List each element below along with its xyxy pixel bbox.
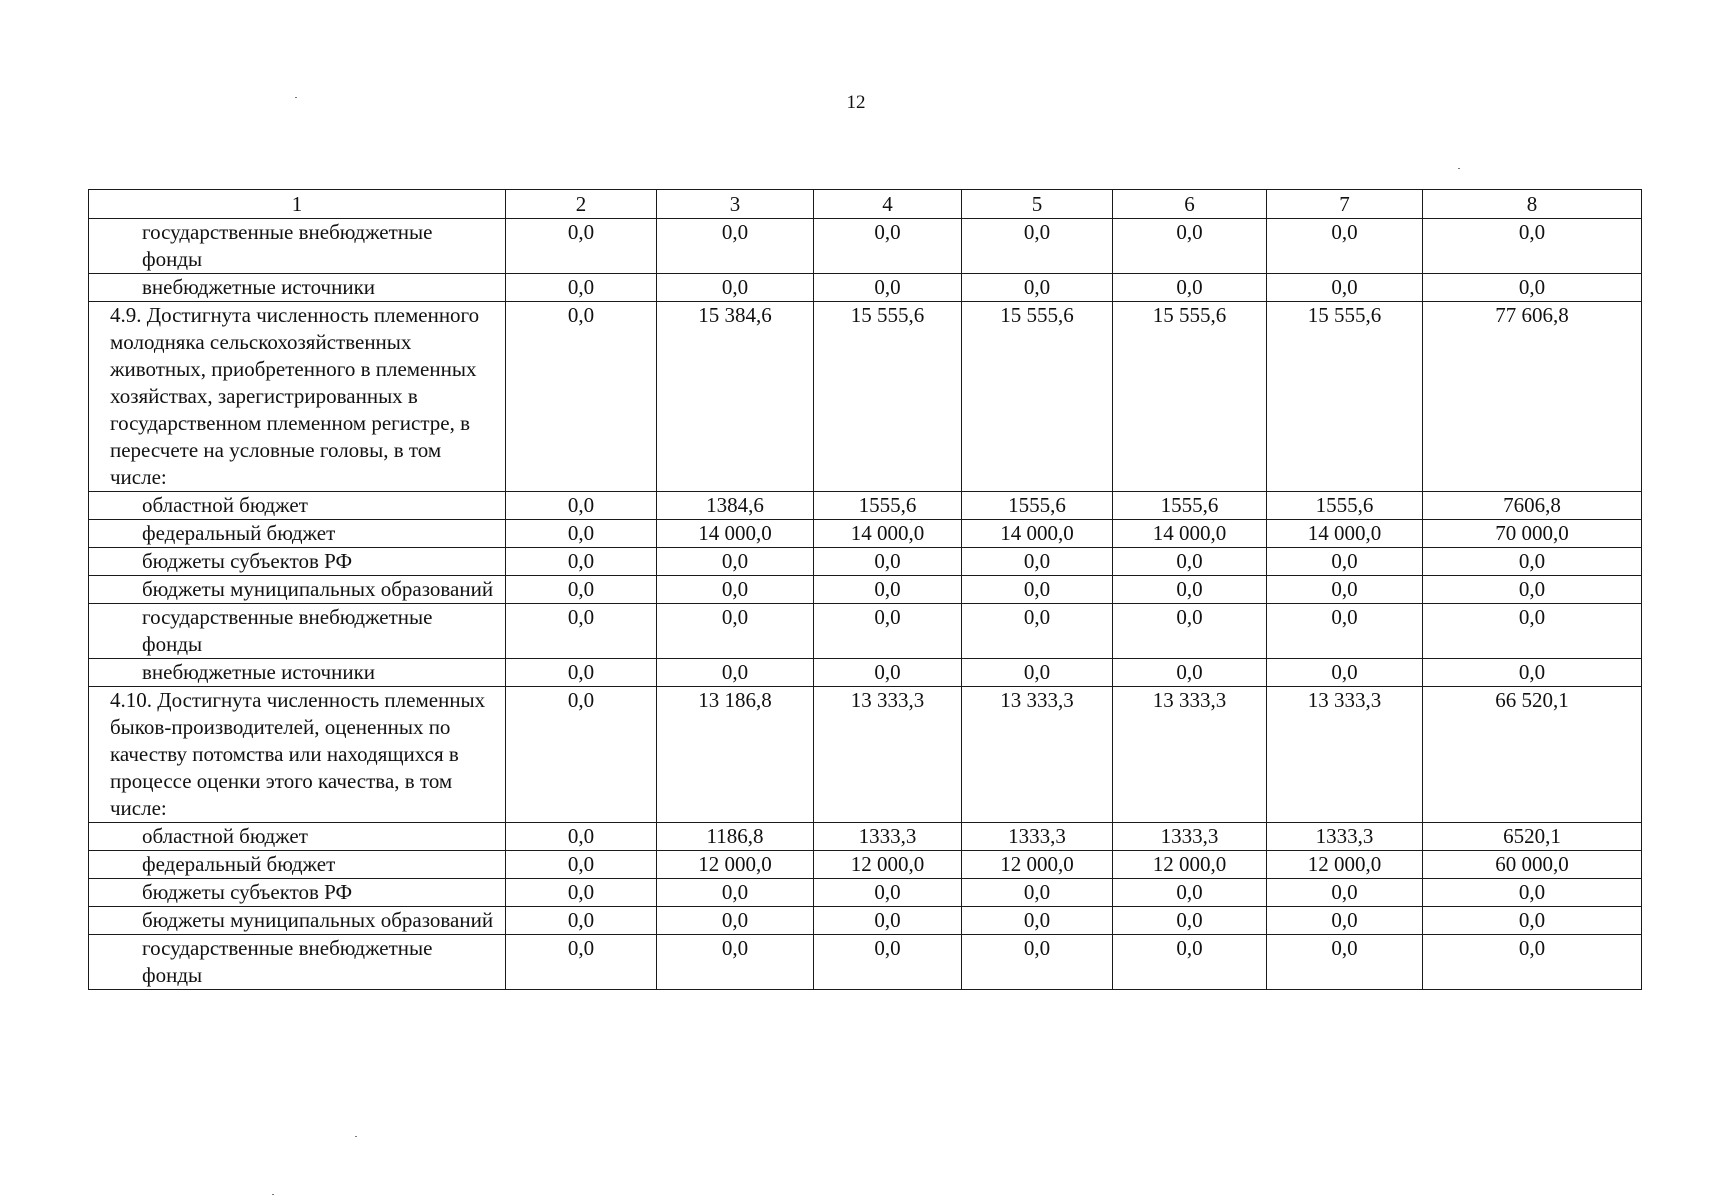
header-cell-3: 3 [657,190,814,219]
value-cell-col-5: 0,0 [962,548,1113,576]
value-cell-col-3: 0,0 [657,274,814,302]
value-cell-col-3: 0,0 [657,576,814,604]
header-cell-4: 4 [814,190,962,219]
value-cell-col-4: 0,0 [814,879,962,907]
value-cell-col-8: 0,0 [1423,659,1642,687]
value-cell-col-4: 0,0 [814,907,962,935]
scan-speck [355,1136,357,1137]
value-cell-col-2: 0,0 [506,879,657,907]
value-cell-col-5: 0,0 [962,935,1113,990]
value-cell-col-3: 14 000,0 [657,520,814,548]
value-cell-col-5: 12 000,0 [962,851,1113,879]
header-cell-1: 1 [89,190,506,219]
value-cell-col-5: 14 000,0 [962,520,1113,548]
funding-source-label: государственные внебюджетные фонды [89,935,506,990]
value-cell-col-3: 0,0 [657,879,814,907]
value-cell-col-4: 0,0 [814,548,962,576]
value-cell-col-5: 0,0 [962,879,1113,907]
funding-source-label: федеральный бюджет [89,851,506,879]
table-body [89,219,1642,990]
scan-speck [272,1194,274,1195]
value-cell-col-6: 0,0 [1113,604,1267,659]
table-row [89,907,1642,935]
budget-table [88,189,1642,990]
value-cell-col-8: 0,0 [1423,219,1642,274]
value-cell-col-7: 0,0 [1267,935,1423,990]
value-cell-col-8: 77 606,8 [1423,302,1642,492]
scan-speck [1458,168,1460,169]
value-cell-col-2: 0,0 [506,302,657,492]
value-cell-col-6: 1555,6 [1113,492,1267,520]
value-cell-col-6: 0,0 [1113,879,1267,907]
value-cell-col-7: 15 555,6 [1267,302,1423,492]
value-cell-col-2: 0,0 [506,548,657,576]
table-row [89,823,1642,851]
table-row [89,687,1642,823]
value-cell-col-8: 0,0 [1423,576,1642,604]
value-cell-col-8: 6520,1 [1423,823,1642,851]
value-cell-col-6: 14 000,0 [1113,520,1267,548]
value-cell-col-2: 0,0 [506,492,657,520]
value-cell-col-2: 0,0 [506,659,657,687]
table-header [89,190,1642,219]
table-row [89,548,1642,576]
table-row [89,576,1642,604]
header-cell-5: 5 [962,190,1113,219]
value-cell-col-4: 0,0 [814,659,962,687]
value-cell-col-3: 13 186,8 [657,687,814,823]
value-cell-col-2: 0,0 [506,219,657,274]
value-cell-col-4: 13 333,3 [814,687,962,823]
value-cell-col-3: 12 000,0 [657,851,814,879]
value-cell-col-6: 0,0 [1113,548,1267,576]
funding-source-label: государственные внебюджетные фонды [89,219,506,274]
value-cell-col-5: 13 333,3 [962,687,1113,823]
value-cell-col-2: 0,0 [506,687,657,823]
value-cell-col-5: 0,0 [962,576,1113,604]
value-cell-col-4: 0,0 [814,219,962,274]
value-cell-col-2: 0,0 [506,576,657,604]
funding-source-label: федеральный бюджет [89,520,506,548]
funding-source-label: внебюджетные источники [89,659,506,687]
value-cell-col-3: 0,0 [657,907,814,935]
value-cell-col-6: 0,0 [1113,907,1267,935]
value-cell-col-4: 12 000,0 [814,851,962,879]
value-cell-col-2: 0,0 [506,274,657,302]
value-cell-col-6: 13 333,3 [1113,687,1267,823]
table-row [89,302,1642,492]
value-cell-col-3: 1384,6 [657,492,814,520]
indicator-label: 4.10. Достигнута численность племенных быков-производителей, оцененных по качеству потомства или находящихся в процессе оценки этого качества, в том числе: [89,687,506,823]
value-cell-col-6: 1333,3 [1113,823,1267,851]
table-row [89,604,1642,659]
funding-source-label: бюджеты муниципальных образований [89,907,506,935]
value-cell-col-5: 1333,3 [962,823,1113,851]
header-row [89,190,1642,219]
value-cell-col-8: 0,0 [1423,879,1642,907]
value-cell-col-6: 0,0 [1113,219,1267,274]
value-cell-col-7: 12 000,0 [1267,851,1423,879]
value-cell-col-3: 0,0 [657,548,814,576]
value-cell-col-6: 0,0 [1113,274,1267,302]
value-cell-col-2: 0,0 [506,520,657,548]
funding-source-label: бюджеты субъектов РФ [89,548,506,576]
table-row [89,851,1642,879]
page-number: 12 [846,92,866,113]
value-cell-col-7: 0,0 [1267,576,1423,604]
funding-source-label: бюджеты субъектов РФ [89,879,506,907]
table-row [89,659,1642,687]
table-row [89,879,1642,907]
header-cell-2: 2 [506,190,657,219]
value-cell-col-7: 0,0 [1267,548,1423,576]
value-cell-col-2: 0,0 [506,935,657,990]
header-cell-7: 7 [1267,190,1423,219]
value-cell-col-8: 60 000,0 [1423,851,1642,879]
value-cell-col-8: 0,0 [1423,548,1642,576]
value-cell-col-6: 15 555,6 [1113,302,1267,492]
funding-source-label: бюджеты муниципальных образований [89,576,506,604]
value-cell-col-3: 0,0 [657,659,814,687]
value-cell-col-7: 0,0 [1267,659,1423,687]
value-cell-col-3: 0,0 [657,604,814,659]
value-cell-col-4: 15 555,6 [814,302,962,492]
value-cell-col-7: 0,0 [1267,879,1423,907]
value-cell-col-2: 0,0 [506,604,657,659]
value-cell-col-2: 0,0 [506,851,657,879]
value-cell-col-5: 1555,6 [962,492,1113,520]
value-cell-col-3: 15 384,6 [657,302,814,492]
funding-source-label: внебюджетные источники [89,274,506,302]
value-cell-col-7: 1333,3 [1267,823,1423,851]
value-cell-col-5: 0,0 [962,659,1113,687]
value-cell-col-7: 1555,6 [1267,492,1423,520]
funding-source-label: государственные внебюджетные фонды [89,604,506,659]
value-cell-col-5: 0,0 [962,219,1113,274]
scan-speck [295,97,297,98]
value-cell-col-8: 0,0 [1423,935,1642,990]
value-cell-col-3: 0,0 [657,935,814,990]
value-cell-col-4: 0,0 [814,274,962,302]
table-row [89,492,1642,520]
header-cell-6: 6 [1113,190,1267,219]
value-cell-col-6: 0,0 [1113,576,1267,604]
value-cell-col-2: 0,0 [506,823,657,851]
value-cell-col-4: 0,0 [814,576,962,604]
value-cell-col-4: 14 000,0 [814,520,962,548]
table-row [89,935,1642,990]
value-cell-col-8: 0,0 [1423,274,1642,302]
value-cell-col-6: 12 000,0 [1113,851,1267,879]
value-cell-col-3: 1186,8 [657,823,814,851]
value-cell-col-5: 0,0 [962,604,1113,659]
value-cell-col-4: 0,0 [814,935,962,990]
value-cell-col-6: 0,0 [1113,935,1267,990]
value-cell-col-8: 66 520,1 [1423,687,1642,823]
indicator-label: 4.9. Достигнута численность племенного молодняка сельскохозяйственных животных, приобретенного в племенных хозяйствах, зарегистрированных в государственном племенном регистре, в пересчете на условные головы, в том числе: [89,302,506,492]
value-cell-col-7: 14 000,0 [1267,520,1423,548]
value-cell-col-4: 1333,3 [814,823,962,851]
value-cell-col-4: 1555,6 [814,492,962,520]
value-cell-col-8: 0,0 [1423,907,1642,935]
value-cell-col-8: 70 000,0 [1423,520,1642,548]
value-cell-col-7: 0,0 [1267,274,1423,302]
table-row [89,219,1642,274]
value-cell-col-8: 7606,8 [1423,492,1642,520]
table-row [89,274,1642,302]
funding-source-label: областной бюджет [89,492,506,520]
value-cell-col-8: 0,0 [1423,604,1642,659]
value-cell-col-3: 0,0 [657,219,814,274]
value-cell-col-4: 0,0 [814,604,962,659]
value-cell-col-5: 0,0 [962,274,1113,302]
funding-source-label: областной бюджет [89,823,506,851]
value-cell-col-7: 0,0 [1267,604,1423,659]
value-cell-col-7: 13 333,3 [1267,687,1423,823]
value-cell-col-5: 0,0 [962,907,1113,935]
value-cell-col-7: 0,0 [1267,219,1423,274]
table-row [89,520,1642,548]
value-cell-col-2: 0,0 [506,907,657,935]
value-cell-col-6: 0,0 [1113,659,1267,687]
value-cell-col-7: 0,0 [1267,907,1423,935]
value-cell-col-5: 15 555,6 [962,302,1113,492]
header-cell-8: 8 [1423,190,1642,219]
